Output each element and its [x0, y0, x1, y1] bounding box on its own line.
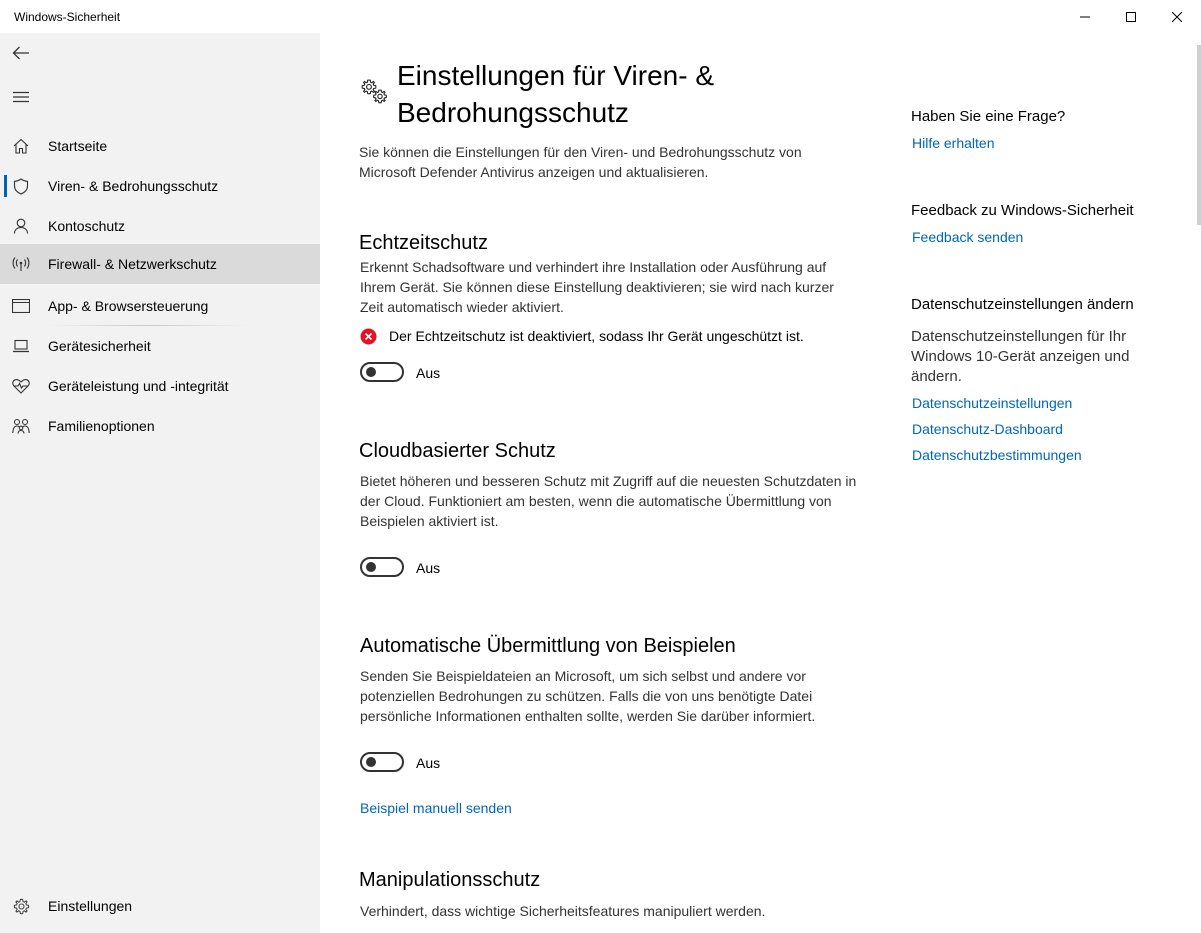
sidebar-item-firewall[interactable] — [0, 244, 320, 284]
maximize-button[interactable] — [1108, 0, 1154, 33]
main-content — [320, 33, 1201, 933]
close-icon — [1172, 12, 1182, 22]
toggle-knob — [366, 757, 376, 767]
sidebar-item-home[interactable] — [0, 126, 320, 166]
realtime-warning-text: Der Echtzeitschutz ist deaktiviert, sodass Ihr Gerät ungeschützt ist. — [389, 328, 804, 344]
sidebar-item-device-security[interactable] — [0, 326, 320, 366]
privacy-settings-link[interactable]: Datenschutzeinstellungen — [912, 395, 1073, 411]
feedback-heading: Feedback zu Windows-Sicherheit — [911, 202, 1134, 219]
sample-submission-description: Senden Sie Beispieldateien an Microsoft, um sich selbst und andere vor potenziellen Bedrohungen zu schützen. Falls die von uns benötigte Datei persönliche Informationen enthalten sollte, werden Sie darüber informiert. — [360, 668, 816, 724]
sidebar-item-label: Familienoptionen — [48, 418, 155, 434]
sidebar-item-account-protection[interactable] — [0, 206, 320, 246]
sidebar-item-label: Einstellungen — [48, 898, 133, 914]
realtime-protection-description: Erkennt Schadsoftware und verhindert ihre Installation oder Ausführung auf Ihrem Gerät. Sie können diese Einstellung deaktivieren; sie wird nach kurzer Zeit automatisch wieder aktiviert. — [360, 259, 834, 315]
realtime-protection-toggle[interactable] — [360, 362, 404, 382]
page-description: Sie können die Einstellungen für den Viren- und Bedrohungsschutz von Microsoft Defender Antivirus anzeigen und aktualisieren. — [359, 144, 802, 180]
sidebar-item-label: Kontoschutz — [48, 218, 126, 234]
minimize-icon — [1080, 12, 1090, 22]
sidebar — [0, 33, 320, 933]
privacy-heading: Datenschutzeinstellungen ändern — [911, 296, 1134, 313]
home-icon — [12, 137, 30, 155]
error-icon — [360, 328, 377, 345]
cloud-protection-toggle[interactable] — [360, 557, 404, 577]
get-help-link[interactable]: Hilfe erhalten — [912, 135, 995, 151]
sidebar-item-label: Geräteleistung und -integrität — [48, 378, 229, 394]
sidebar-item-app-browser[interactable] — [0, 286, 320, 326]
privacy-dashboard-link[interactable]: Datenschutz-Dashboard — [912, 421, 1063, 437]
toggle-knob — [366, 367, 376, 377]
sample-submission-title: Automatische Übermittlung von Beispielen — [360, 635, 736, 657]
close-button[interactable] — [1154, 0, 1200, 33]
active-indicator — [4, 175, 7, 197]
minimize-button[interactable] — [1062, 0, 1108, 33]
realtime-protection-title: Echtzeitschutz — [359, 232, 488, 254]
toggle-knob — [366, 562, 376, 572]
laptop-icon — [12, 337, 30, 355]
gears-icon — [360, 77, 390, 107]
sample-toggle-label: Aus — [416, 755, 441, 771]
sidebar-item-device-performance[interactable] — [0, 366, 320, 406]
family-icon — [12, 417, 30, 435]
person-icon — [12, 217, 30, 235]
submit-sample-link[interactable]: Beispiel manuell senden — [360, 800, 512, 816]
privacy-description: Datenschutzeinstellungen für Ihr Windows 10-Gerät anzeigen und ändern. — [911, 328, 1130, 385]
sample-submission-toggle[interactable] — [360, 752, 404, 772]
tamper-protection-description: Verhindert, dass wichtige Sicherheitsfeatures manipuliert werden. — [360, 903, 766, 919]
sidebar-item-label: Startseite — [48, 138, 108, 154]
sidebar-item-label: App- & Browsersteuerung — [48, 298, 209, 314]
browser-window-icon — [12, 297, 30, 315]
realtime-warning — [360, 326, 804, 346]
privacy-statement-link[interactable]: Datenschutzbestimmungen — [912, 447, 1082, 463]
title-bar — [0, 0, 1201, 33]
question-heading: Haben Sie eine Frage? — [911, 108, 1066, 125]
back-button[interactable] — [6, 39, 36, 67]
sidebar-item-label: Viren- & Bedrohungsschutz — [48, 178, 219, 194]
antenna-icon — [12, 255, 30, 273]
maximize-icon — [1126, 12, 1136, 22]
sidebar-item-virus-protection[interactable] — [0, 166, 320, 206]
scrollbar[interactable] — [1197, 45, 1201, 225]
heart-pulse-icon — [12, 377, 30, 395]
back-arrow-icon — [12, 46, 30, 60]
sidebar-item-settings[interactable] — [0, 886, 320, 926]
send-feedback-link[interactable]: Feedback senden — [912, 229, 1024, 245]
gear-icon — [12, 897, 30, 915]
page-title: Einstellungen für Viren- & Bedrohungsschutz — [397, 60, 714, 128]
shield-icon — [12, 177, 30, 195]
menu-button[interactable] — [6, 83, 36, 111]
cloud-toggle-label: Aus — [416, 560, 441, 576]
window-title: Windows-Sicherheit — [14, 10, 121, 24]
sidebar-item-family-options[interactable] — [0, 406, 320, 446]
hamburger-icon — [13, 91, 29, 103]
sidebar-item-label: Firewall- & Netzwerkschutz — [48, 256, 217, 272]
realtime-toggle-label: Aus — [416, 365, 441, 381]
cloud-protection-description: Bietet höheren und besseren Schutz mit Zugriff auf die neuesten Schutzdaten in der Cloud. Funktioniert am besten, wenn die automatische Übermittlung von Beispielen aktiviert ist. — [360, 473, 857, 529]
cloud-protection-title: Cloudbasierter Schutz — [359, 440, 556, 462]
sidebar-item-label: Gerätesicherheit — [48, 338, 151, 354]
tamper-protection-title: Manipulationsschutz — [359, 869, 541, 891]
